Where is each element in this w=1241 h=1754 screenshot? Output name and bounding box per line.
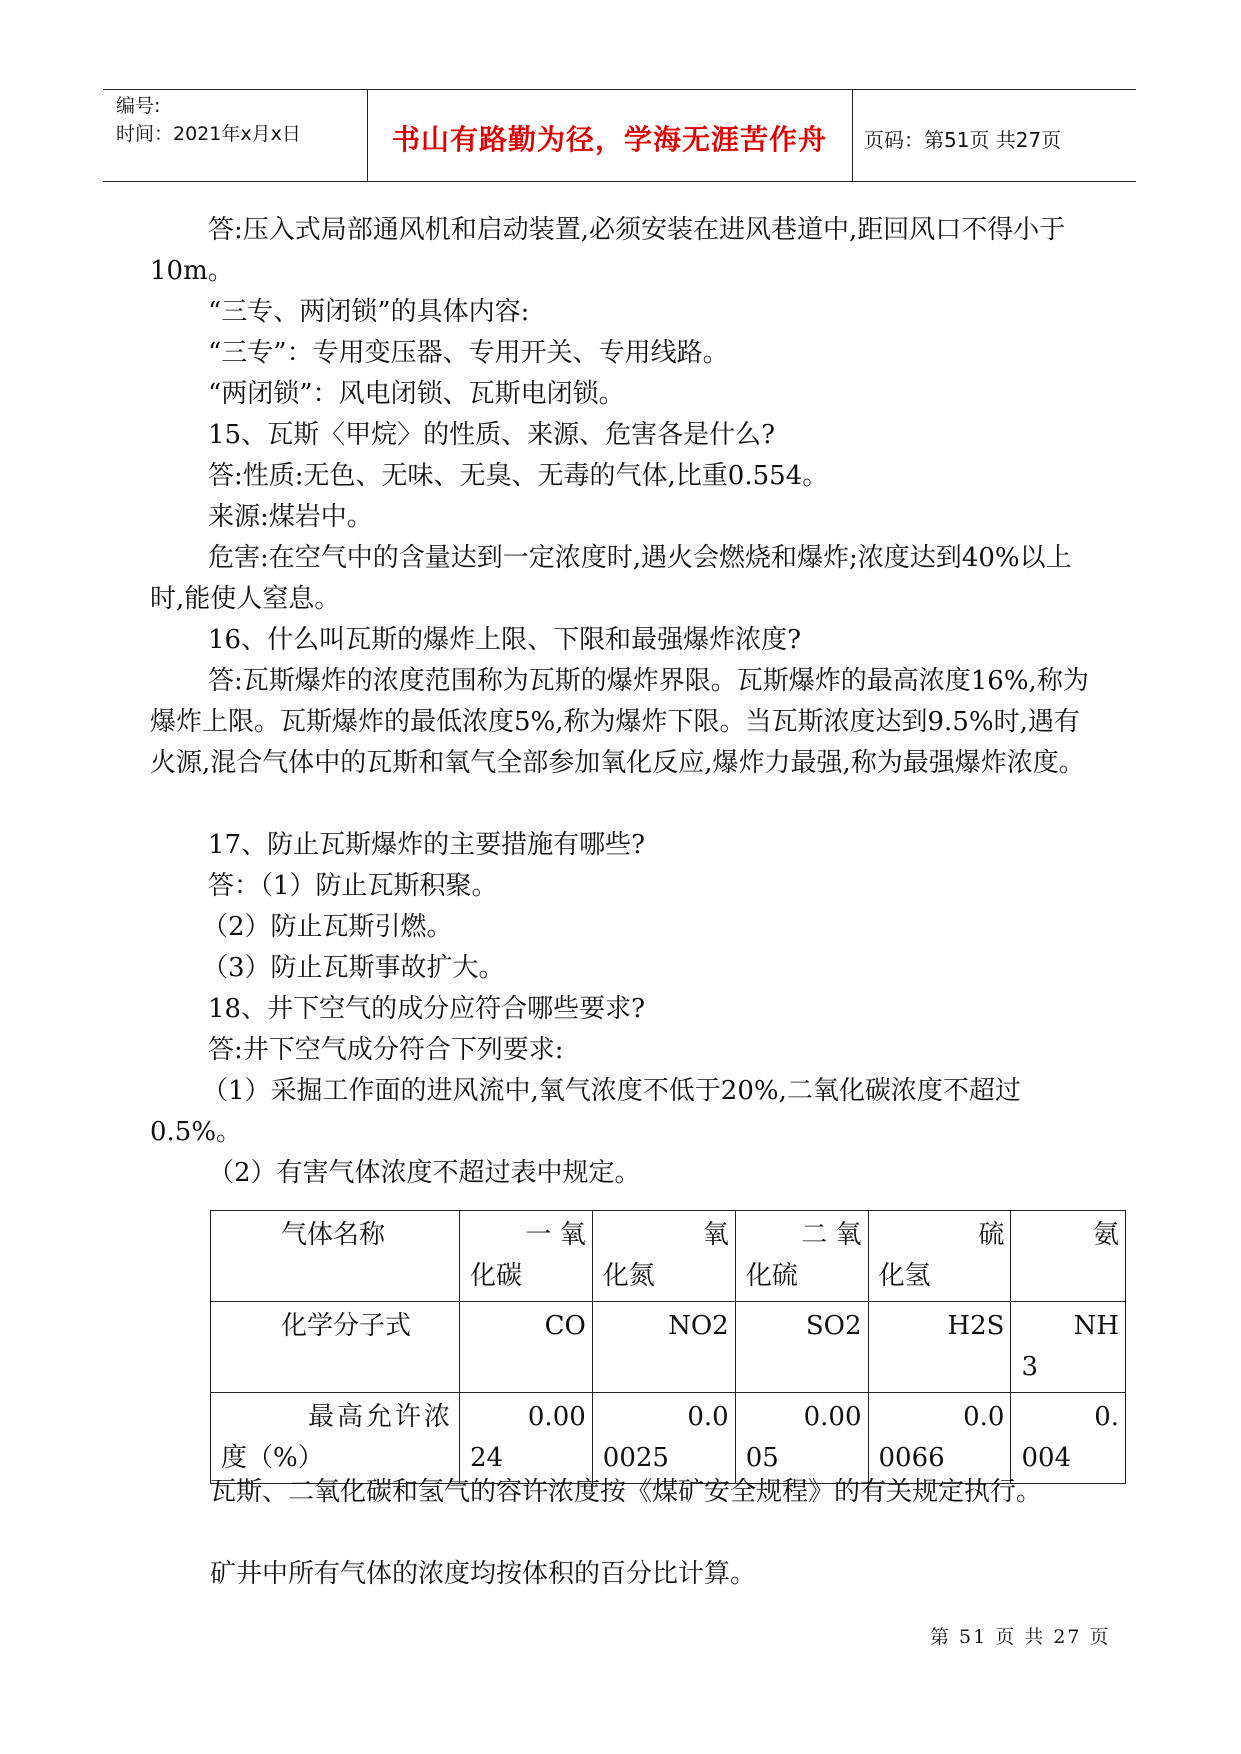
text-line: 答:性质:无色、无味、无臭、无毒的气体,比重0.554。	[208, 461, 829, 491]
table-row	[211, 1302, 1126, 1393]
question-heading: 18、井下空气的成分应符合哪些要求?	[208, 994, 646, 1024]
question-heading: 15、瓦斯〈甲烷〉的性质、来源、危害各是什么?	[208, 420, 776, 450]
page-footer: 第 51 页 共 27 页	[930, 1626, 1111, 1648]
table-cell: NO2	[592, 1302, 735, 1393]
table-cell: 0.0 0066	[868, 1393, 1011, 1484]
answer-paragraph: （1）采掘工作面的进风流中,氧气浓度不低于20%,二氧化碳浓度不超过0.5%。	[150, 1076, 1021, 1147]
table-cell: 最高允许浓 度（%）	[211, 1393, 460, 1484]
header-meta	[116, 92, 366, 148]
answer-paragraph: 危害:在空气中的含量达到一定浓度时,遇火会燃烧和爆炸;浓度达到40%以上时,能使人窒息。	[150, 543, 1072, 614]
answer-paragraph: 答:压入式局部通风机和启动装置,必须安装在进风巷道中,距回风口不得小于10m。	[150, 215, 1066, 286]
table-cell: 0. 004	[1011, 1393, 1126, 1484]
table-cell: 氧 化氮	[592, 1211, 735, 1302]
table-cell: NH 3	[1011, 1302, 1126, 1393]
text-line: “三专”：专用变压器、专用开关、专用线路。	[208, 338, 729, 368]
answer-paragraph: 答:瓦斯爆炸的浓度范围称为瓦斯的爆炸界限。瓦斯爆炸的最高浓度16%,称为爆炸上限。瓦斯爆炸的最低浓度5%,称为爆炸下限。当瓦斯浓度达到9.5%时,遇有火源,混合气体中的瓦斯和氧气全部参加氧化反应,爆炸力最强,称为最强爆炸浓度。	[150, 666, 1089, 778]
table-cell: 0.00 05	[735, 1393, 868, 1484]
header-top-rule	[103, 89, 1136, 90]
text-line: 来源:煤岩中。	[208, 502, 373, 532]
header-page-code: 页码：第51页 共27页	[864, 128, 1062, 152]
header-bottom-rule	[103, 181, 1136, 182]
table-cell: CO	[460, 1302, 593, 1393]
text-line: “三专、两闭锁”的具体内容:	[208, 297, 530, 327]
table-cell: 氨	[1011, 1211, 1126, 1302]
text-line: （3）防止瓦斯事故扩大。	[202, 953, 505, 983]
text-line: 答:井下空气成分符合下列要求:	[208, 1035, 564, 1065]
text-line: 瓦斯、二氧化碳和氢气的容许浓度按《煤矿安全规程》的有关规定执行。	[210, 1477, 1043, 1507]
text-line: （2）防止瓦斯引燃。	[202, 912, 453, 942]
header-motto: 书山有路勤为径，学海无涯苦作舟	[391, 123, 827, 156]
table-cell: 一 氧 化碳	[460, 1211, 593, 1302]
table-cell: 化学分子式	[211, 1302, 460, 1393]
text-line: （2）有害气体浓度不超过表中规定。	[208, 1158, 641, 1188]
table-row	[211, 1211, 1126, 1302]
table-cell: H2S	[868, 1302, 1011, 1393]
table-cell: 0.0 0025	[592, 1393, 735, 1484]
question-heading: 16、什么叫瓦斯的爆炸上限、下限和最强爆炸浓度?	[208, 625, 802, 655]
text-line: “两闭锁”：风电闭锁、瓦斯电闭锁。	[208, 379, 625, 409]
question-heading: 17、防止瓦斯爆炸的主要措施有哪些?	[208, 830, 646, 860]
text-line: 答：（1）防止瓦斯积聚。	[208, 871, 498, 901]
table-row	[211, 1393, 1126, 1484]
doc-time: 时间：2021年x月x日	[116, 123, 301, 145]
table-cell: 硫 化氢	[868, 1211, 1011, 1302]
table-cell: 二 氧 化硫	[735, 1211, 868, 1302]
table-cell: SO2	[735, 1302, 868, 1393]
table-cell: 气体名称	[211, 1211, 460, 1302]
text-line: 矿井中所有气体的浓度均按体积的百分比计算。	[210, 1559, 757, 1589]
table-cell: 0.00 24	[460, 1393, 593, 1484]
doc-number-label: 编号:	[116, 95, 161, 117]
gas-limit-table	[210, 1210, 1126, 1484]
header-divider-right	[852, 89, 853, 181]
